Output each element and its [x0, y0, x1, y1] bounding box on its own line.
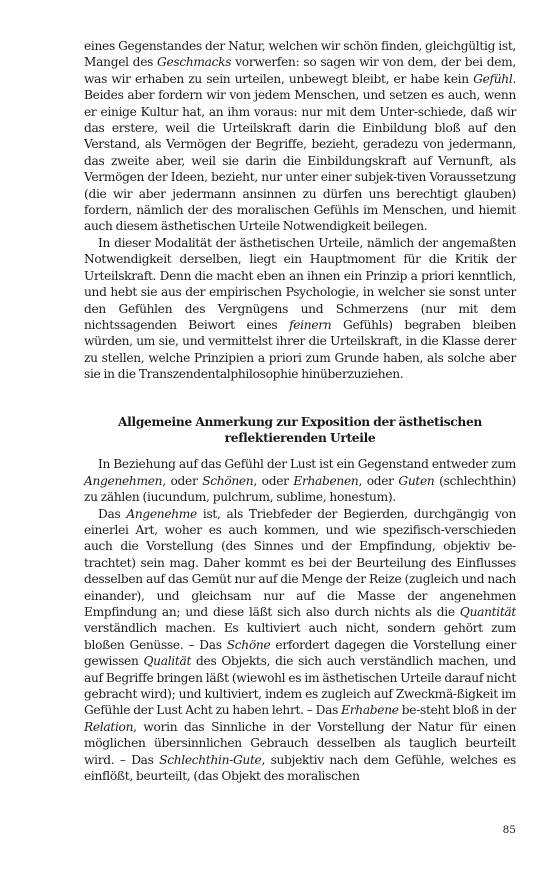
page-body [84, 38, 516, 784]
italic-term: Guten [398, 473, 435, 488]
italic-term: Schönen [202, 473, 254, 488]
italic-term: Geschmacks [157, 55, 232, 70]
paragraph-1: eines Gegenstandes der Natur, welchen wir schön finden, gleichgültig ist, Mangel des Geschmacks vorwerfen: so sagen wir von dem, der bei dem, was wir erhaben zu sein urteilen, unbewegt bleibt, er habe kein Gefühl. Beides aber fordern wir von jedem Menschen, und setzen es auch, wenn er einige Kultur hat, an ihm voraus: nur mit dem Unter-schiede, daß wir das erstere, weil die Urteilskraft darin die Einbildung bloß auf den Verstand, als Vermögen der Begriffe, bezieht, geradezu von jedermann, das zweite aber, weil sie darin die Einbildungskraft auf Vernunft, als Vermögen der Ideen, bezieht, nur unter einer subjek-tiven Voraussetzung (die wir aber jedermann ansinnen zu dürfen uns berechtigt glauben) fordern, nämlich der des moralischen Gefühls im Menschen, und hiemit auch diesem ästhetischen Urteile Notwendigkeit beilegen. [84, 39, 516, 234]
italic-term: Schöne [226, 637, 271, 652]
section-heading-line-2: reflektierenden Urteile [224, 430, 376, 445]
paragraph-3: In Beziehung auf das Gefühl der Lust ist ein Gegenstand entweder zum Angenehmen, oder Schönen, oder Erhabenen, oder Guten (schlechthin) zu zählen (iucundum, pulchrum, sublime, honestum). [84, 457, 516, 505]
italic-term: Erhabene [341, 703, 399, 718]
paragraph-2: In dieser Modalität der ästhetischen Urteile, nämlich der angemaßten Notwendigkeit derselben, liegt ein Hauptmoment für die Kritik der Urteilskraft. Denn die macht eben an ihnen ein Prinzip a priori kenntlich, und hebt sie aus der empirischen Psychologie, in welcher sie sonst unter den Gefühlen des Vergnügens und Schmerzens (nur mit dem nichtssagenden Beiwort eines feinern Gefühls) begraben bleiben würden, um sie, und vermittelst ihrer die Urteilskraft, in die Klasse derer zu stellen, welche Prinzipien a priori zum Grunde haben, als solche aber sie in die Transzendentalphilosophie hinüberzuziehen. [84, 235, 516, 382]
italic-term: Qualität [143, 654, 192, 669]
page-number: 85 [502, 824, 516, 836]
paragraph-4: Das Angenehme ist, als Triebfeder der Begierden, durchgängig von einerlei Art, woher es auch kommen, und wie spezifisch-verschieden auch die Vorstellung (des Sinnes und der Empfindung, objektiv be-trachtet) sein mag. Daher kommt es bei der Beurteilung des Einflusses desselben auf das Gemüt nur auf die Menge der Reize (zugleich und nach einander), und gleichsam nur auf die Masse der angenehmen Empfindung an; und diese läßt sich also durch nichts als die Quantität verständlich machen. Es kultiviert auch nicht, sondern gehört zum bloßen Genüsse. – Das Schöne erfordert dagegen die Vorstellung einer gewissen Qualität des Objekts, die sich auch verständlich machen, und auf Begriffe bringen läßt (wiewohl es im ästhetischen Urteile darauf nicht gebracht wird); und kultiviert, indem es zugleich auf Zweckmä-ßigkeit im Gefühle der Lust Acht zu haben lehrt. – Das Erhabene be-steht bloß in der Relation, worin das Sinnliche in der Vorstellung der Natur für einen möglichen übersinnlichen Gebrauch desselben als tauglich beurteilt wird. – Das Schlechthin-Gute, subjektiv nach dem Gefühle, welches es einflößt, beurteilt, (das Objekt des moralischen [84, 506, 517, 784]
section-heading [84, 414, 516, 447]
italic-term: Gefühl. [473, 71, 516, 86]
italic-term: Erhabenen [293, 473, 359, 488]
italic-term: Angenehme [126, 506, 197, 521]
italic-term: Angenehmen [84, 473, 163, 488]
italic-term: Schlechthin-Gute [159, 752, 262, 767]
italic-term: feinern [289, 317, 332, 332]
section-heading-line-1: Allgemeine Anmerkung zur Exposition der ästhetischen [118, 414, 482, 429]
italic-term: Relation [84, 719, 134, 734]
italic-term: Quantität [459, 605, 516, 619]
